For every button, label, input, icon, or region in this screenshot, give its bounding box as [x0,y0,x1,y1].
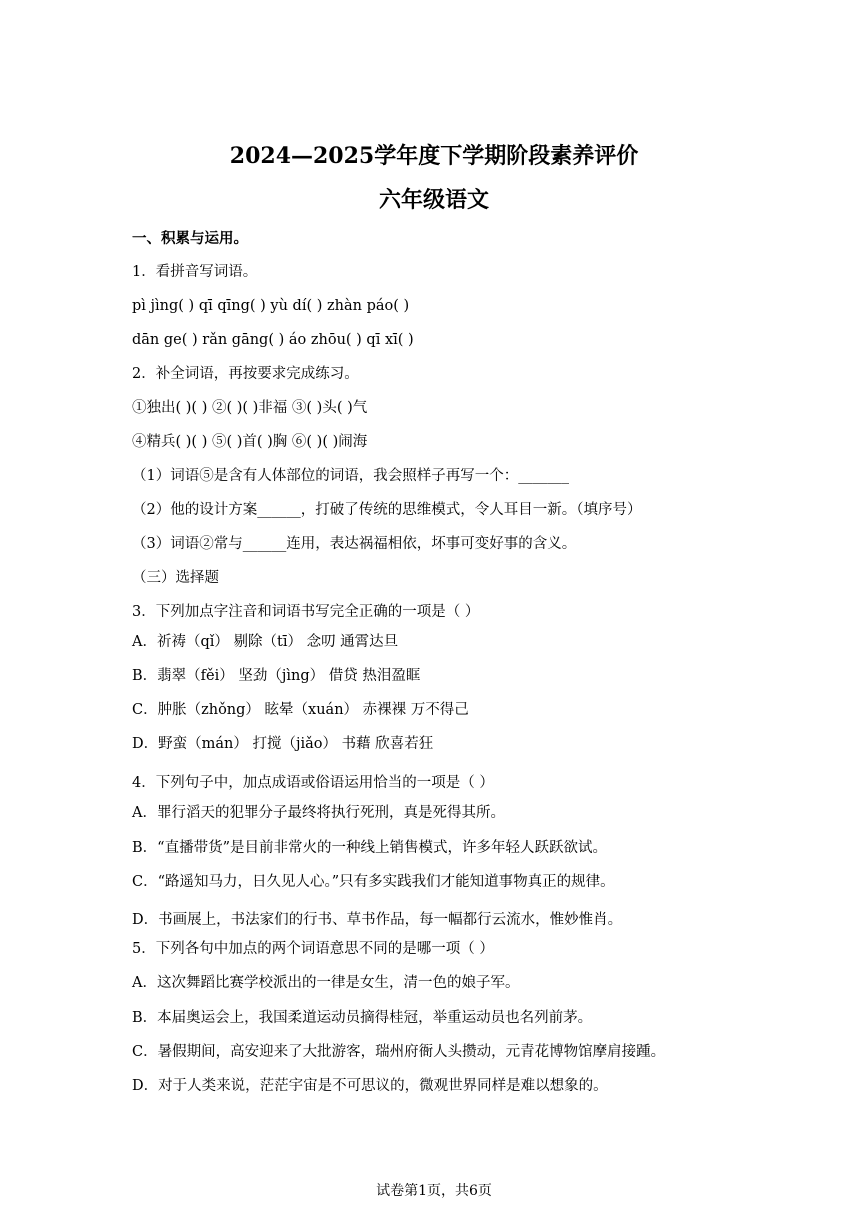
q5-option-a: A．这次舞蹈比赛学校派出的一律是女生，清一色的娘子军。 [132,975,520,991]
q3-option-a: A．祈祷（qǐ） 剔除（tī） 念叨 通霄达旦 [132,634,399,650]
q4-option-c: C．“路遥知马力，日久见人心。”只有多实践我们才能知道事物真正的规律。 [132,874,615,890]
q1-pinyin-row-2: dān ge( ) rǎn gāng( ) áo zhōu( ) qī xī( ) [132,332,414,348]
q1-pinyin-row-1: pì jìng( ) qī qīng( ) yù dí( ) zhàn páo( ) [132,298,410,314]
q2-sub-1: （1）词语⑤是含有人体部位的词语，我会照样子再写一个：_______ [132,468,569,484]
q4-option-d: D．书画展上，书法家们的行书、草书作品，每一幅都行云流水，惟妙惟肖。 [132,912,623,928]
section-heading-1: 一、积累与运用。 [132,230,248,247]
page-footer: 试卷第1页，共6页 [376,1183,492,1199]
q4-stem: 4．下列句子中，加点成语或俗语运用恰当的一项是（ ） [132,775,494,791]
q5-option-b: B．本届奥运会上，我国柔道运动员摘得桂冠，举重运动员也名列前茅。 [132,1010,593,1026]
q2-words-row-1: ①独出( )( ) ②( )( )非福 ③( )头( )气 [132,400,368,416]
q3-option-d: D．野蛮（mán） 打搅（jiǎo） 书藉 欣喜若狂 [132,736,434,752]
q2-stem: 2．补全词语，再按要求完成练习。 [132,366,359,382]
q4-option-a: A．罪行滔天的犯罪分子最终将执行死刑，真是死得其所。 [132,805,505,821]
q5-option-c: C．暑假期间，高安迎来了大批游客，瑞州府衙人头攒动，元青花博物馆摩肩接踵。 [132,1044,666,1060]
q2-sub-3: （3）词语②常与______连用，表达祸福相依，坏事可变好事的含义。 [132,536,577,552]
exam-subtitle: 六年级语文 [378,187,489,213]
q1-stem: 1．看拼音写词语。 [132,264,258,280]
q3-option-b: B．翡翠（fěi） 坚劲（jìng） 借贷 热泪盈眶 [132,668,421,684]
q2-sub-2: （2）他的设计方案______，打破了传统的思维模式，令人耳目一新。（填序号） [132,502,642,518]
q5-stem: 5．下列各句中加点的两个词语意思不同的是哪一项（ ） [132,941,494,957]
section-heading-3: （三）选择题 [132,570,219,586]
exam-title: 2024—2025学年度下学期阶段素养评价 [229,143,639,169]
q4-option-b: B．“直播带货”是目前非常火的一种线上销售模式，许多年轻人跃跃欲试。 [132,840,607,856]
q2-words-row-2: ④精兵( )( ) ⑤( )首( )胸 ⑥( )( )闹海 [132,434,368,450]
q3-stem: 3．下列加点字注音和词语书写完全正确的一项是（ ） [132,604,480,620]
q5-option-d: D．对于人类来说，茫茫宇宙是不可思议的，微观世界同样是难以想象的。 [132,1078,608,1094]
q3-option-c: C．肿胀（zhǒng） 眩晕（xuán） 赤裸裸 万不得己 [132,702,469,718]
